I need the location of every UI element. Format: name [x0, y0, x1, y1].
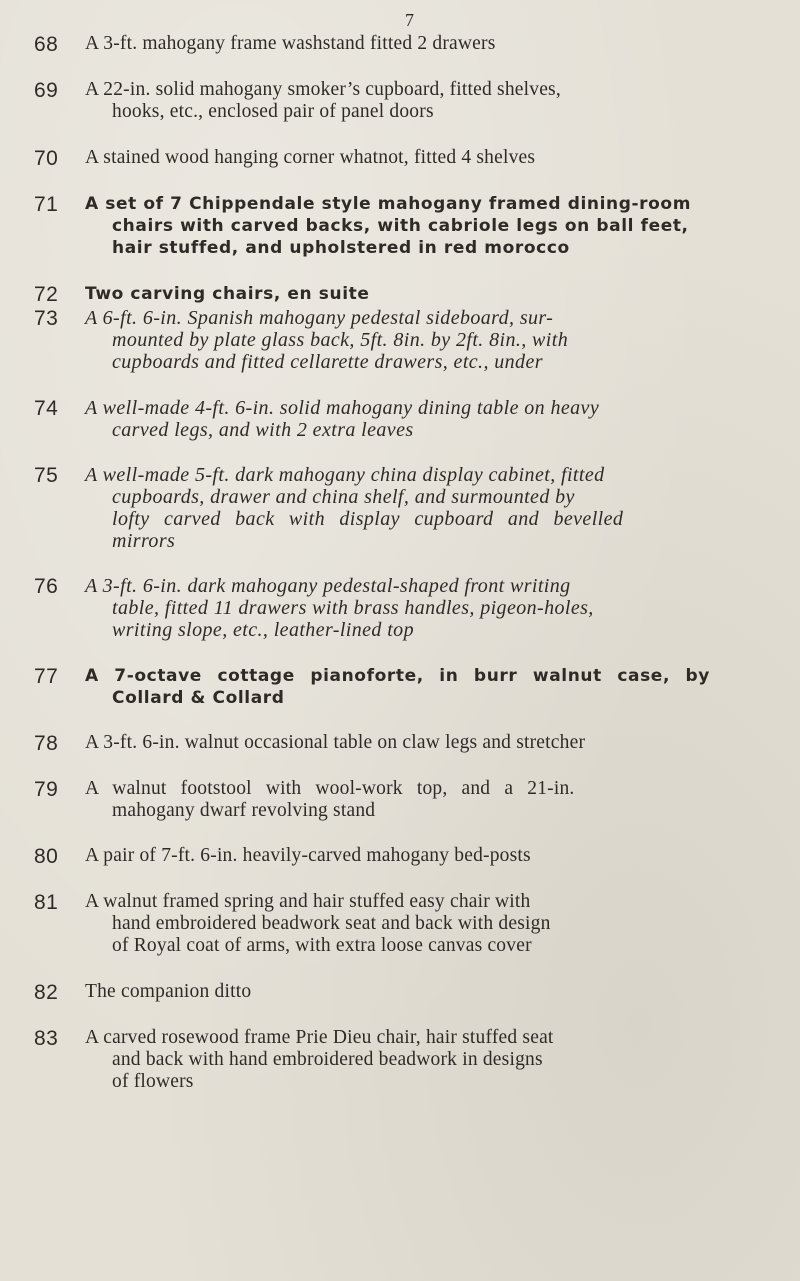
lot-line: A stained wood hanging corner whatnot, fitted 4 shelves	[85, 147, 536, 168]
lot-line: A well-made 4-ft. 6-in. solid mahogany dining table on heavy	[85, 397, 600, 419]
lot-number: 71	[34, 193, 59, 216]
lot-description	[85, 147, 780, 169]
lot-line: Two carving chairs, en suite	[85, 284, 370, 304]
lot-description	[85, 1027, 780, 1093]
lot-line: hooks, etc., enclosed pair of panel doors	[112, 101, 434, 122]
lot-number: 83	[34, 1027, 59, 1050]
lot-description	[85, 575, 780, 641]
lot-line: A well-made 5-ft. dark mahogany china display cabinet, fitted	[85, 464, 605, 486]
lot-number: 73	[34, 307, 59, 330]
lot-line: cupboards, drawer and china shelf, and surmounted by	[112, 486, 575, 508]
lot-number: 82	[34, 981, 59, 1004]
lot-description	[85, 193, 780, 259]
lot-line: and back with hand embroidered beadwork in designs	[112, 1049, 543, 1070]
lot-line: hand embroidered beadwork seat and back with design	[112, 913, 551, 934]
lot-number: 80	[34, 845, 59, 868]
lot-number: 79	[34, 778, 59, 801]
lot-number: 69	[34, 79, 59, 102]
lot-number: 78	[34, 732, 59, 755]
lot-number: 70	[34, 147, 59, 170]
lot-line: writing slope, etc., leather-lined top	[112, 619, 414, 641]
lot-line: A walnut footstool with wool-work top, and a 21-in.	[85, 778, 575, 799]
lot-description	[85, 891, 780, 957]
lot-line: A pair of 7-ft. 6-in. heavily-carved mahogany bed-posts	[85, 845, 531, 866]
lot-number: 81	[34, 891, 59, 914]
lot-number: 74	[34, 397, 59, 420]
lot-description	[85, 665, 780, 709]
lot-description	[85, 397, 780, 441]
lot-line: A 3-ft. 6-in. walnut occasional table on claw legs and stretcher	[85, 732, 586, 753]
lot-description	[85, 981, 780, 1003]
lot-number: 75	[34, 464, 59, 487]
lot-description	[85, 283, 780, 305]
lot-line: The companion ditto	[85, 981, 252, 1002]
lot-line: hair stuffed, and upholstered in red morocco	[112, 238, 570, 258]
lot-line: A 22-in. solid mahogany smoker’s cupboard, fitted shelves,	[85, 79, 561, 100]
lot-number: 76	[34, 575, 59, 598]
lot-line: A set of 7 Chippendale style mahogany framed dining-room	[85, 194, 692, 214]
lot-description	[85, 79, 780, 123]
lot-line: lofty carved back with display cupboard and bevelled	[112, 508, 624, 530]
lot-line: mahogany dwarf revolving stand	[112, 800, 376, 821]
lot-line: A 6-ft. 6-in. Spanish mahogany pedestal sideboard, sur-	[85, 307, 554, 329]
lot-line: of Royal coat of arms, with extra loose canvas cover	[112, 935, 532, 956]
lot-line: chairs with carved backs, with cabriole legs on ball feet,	[112, 216, 689, 236]
lot-number: 68	[34, 33, 59, 56]
lot-line: Collard & Collard	[112, 688, 285, 708]
page-number: 7	[405, 10, 414, 30]
lot-line: A walnut framed spring and hair stuffed easy chair with	[85, 891, 531, 912]
lot-description	[85, 307, 780, 373]
lot-description	[85, 464, 780, 552]
lot-description	[85, 778, 780, 822]
lot-description	[85, 732, 780, 754]
lot-line: cupboards and fitted cellarette drawers, etc., under	[112, 351, 543, 373]
lot-line: A 3-ft. mahogany frame washstand fitted 2 drawers	[85, 33, 496, 54]
lot-line: A 3-ft. 6-in. dark mahogany pedestal-shaped front writing	[85, 575, 571, 597]
lot-line: of flowers	[112, 1071, 194, 1092]
lot-line: mounted by plate glass back, 5ft. 8in. by 2ft. 8in., with	[112, 329, 569, 351]
lot-line: A 7-octave cottage pianoforte, in burr walnut case, by	[85, 666, 710, 686]
lot-number: 77	[34, 665, 59, 688]
lot-line: mirrors	[112, 530, 176, 552]
lot-description	[85, 33, 780, 55]
lot-line: A carved rosewood frame Prie Dieu chair, hair stuffed seat	[85, 1027, 554, 1048]
lot-line: table, fitted 11 drawers with brass handles, pigeon-holes,	[112, 597, 594, 619]
lot-number: 72	[34, 283, 59, 306]
lot-description	[85, 845, 780, 867]
lot-line: carved legs, and with 2 extra leaves	[112, 419, 414, 441]
